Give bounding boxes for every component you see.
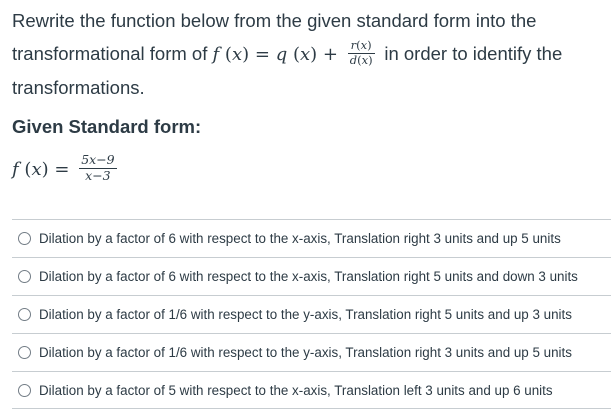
answer-option-5[interactable] (12, 371, 611, 409)
question-line-2-suffix: in order to identify the (384, 43, 563, 64)
given-numerator: 5x−9 (81, 152, 115, 167)
question-line-1: Rewrite the function below from the given standard form into the (12, 10, 537, 31)
answer-option-1[interactable] (12, 219, 611, 257)
answer-list (12, 219, 611, 409)
answer-option-3[interactable] (12, 295, 611, 333)
answer-label-5: Dilation by a factor of 5 with respect to the x-axis, Translation left 3 units and up 6 units (39, 382, 553, 398)
question-line-2-prefix: transformational form of (12, 43, 208, 64)
question-line-2 (12, 37, 602, 71)
radio-button-3[interactable] (18, 308, 31, 321)
radio-button-2[interactable] (18, 270, 31, 283)
radio-button-5[interactable] (18, 384, 31, 397)
answer-label-1: Dilation by a factor of 6 with respect to the x-axis, Translation right 3 units and up 5 units (39, 231, 561, 246)
remainder-fraction: $\frac{r(x)}{d(x)}$ (349, 38, 373, 67)
given-denominator: x−3 (85, 167, 111, 183)
transformational-form-formula: f (x) = q (x) + $\frac{r(x)}{d(x)}$ (212, 38, 373, 67)
question-text (12, 4, 602, 104)
given-fraction (79, 154, 116, 182)
answer-label-2: Dilation by a factor of 6 with respect to the x-axis, Translation right 5 units and down 3 units (39, 269, 578, 284)
answer-option-4[interactable] (12, 333, 611, 371)
answer-option-2[interactable] (12, 257, 611, 295)
radio-button-1[interactable] (18, 232, 31, 245)
answer-label-4: Dilation by a factor of 1/6 with respect to the y-axis, Translation right 3 units and up 5 units (39, 345, 572, 360)
given-standard-formula: f (x) = $\frac{5x-9}{x-3}$ (12, 152, 115, 183)
given-form-heading: Given Standard form: (12, 116, 202, 137)
answer-label-3: Dilation by a factor of 1/6 with respect to the y-axis, Translation right 5 units and up 3 units (39, 307, 572, 322)
radio-button-4[interactable] (18, 346, 31, 359)
question-line-3: transformations. (12, 77, 145, 98)
